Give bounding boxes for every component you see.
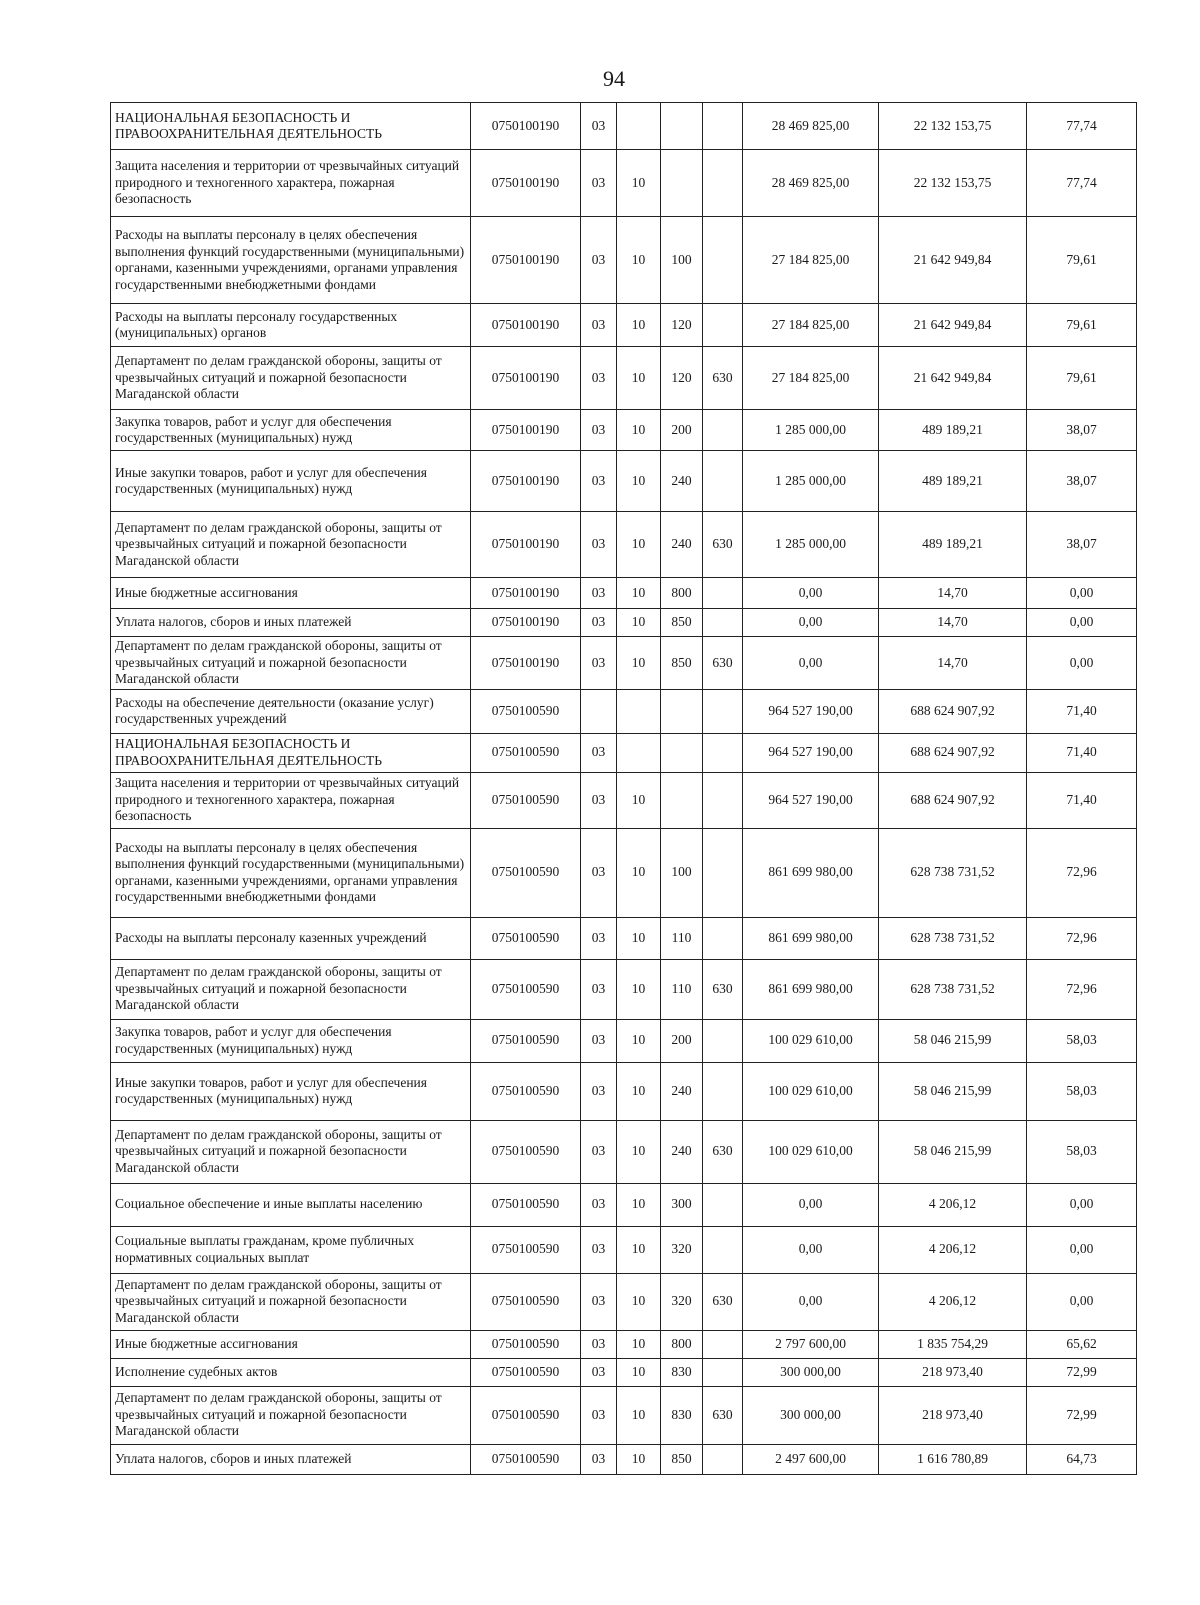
section-code: 03 [581,1444,617,1474]
expense-type-code: 110 [661,917,703,959]
row-name: Иные закупки товаров, работ и услуг для обеспечения государственных (муниципальных) нужд [111,1062,471,1120]
expense-type-code: 120 [661,304,703,347]
expense-type-code: 200 [661,410,703,451]
execution-percent: 58,03 [1027,1019,1137,1062]
actual-amount: 14,70 [879,637,1027,690]
table-row [111,1444,1137,1474]
administrator-code [703,689,743,733]
section-code: 03 [581,772,617,828]
planned-amount: 861 699 980,00 [743,917,879,959]
execution-percent: 72,96 [1027,959,1137,1019]
row-name: Иные бюджетные ассигнования [111,578,471,609]
administrator-code: 630 [703,1273,743,1330]
planned-amount: 861 699 980,00 [743,959,879,1019]
execution-percent: 58,03 [1027,1062,1137,1120]
actual-amount: 489 189,21 [879,410,1027,451]
target-article-code: 0750100590 [471,959,581,1019]
expense-type-code: 240 [661,1062,703,1120]
section-code: 03 [581,1273,617,1330]
subsection-code: 10 [617,1330,661,1358]
row-name: Расходы на выплаты персоналу казенных учреждений [111,917,471,959]
administrator-code [703,451,743,512]
target-article-code: 0750100590 [471,1358,581,1386]
row-name: Расходы на выплаты персоналу в целях обеспечения выполнения функций государственными (муниципальными) органами, казенными учреждениями, органами управления государственными внебюджетными фондами [111,828,471,917]
administrator-code [703,1019,743,1062]
target-article-code: 0750100190 [471,410,581,451]
planned-amount: 27 184 825,00 [743,304,879,347]
table-body [111,103,1137,1475]
subsection-code: 10 [617,1386,661,1444]
row-name: Защита населения и территории от чрезвычайных ситуаций природного и техногенного характера, пожарная безопасность [111,150,471,217]
subsection-code: 10 [617,1062,661,1120]
table-row [111,410,1137,451]
section-code: 03 [581,1183,617,1226]
expense-type-code: 320 [661,1226,703,1273]
actual-amount: 688 624 907,92 [879,772,1027,828]
subsection-code [617,733,661,772]
expense-type-code [661,689,703,733]
target-article-code: 0750100590 [471,1120,581,1183]
actual-amount: 4 206,12 [879,1183,1027,1226]
execution-percent: 79,61 [1027,347,1137,410]
table-row [111,917,1137,959]
actual-amount: 22 132 153,75 [879,150,1027,217]
section-code: 03 [581,1019,617,1062]
administrator-code [703,917,743,959]
subsection-code: 10 [617,217,661,304]
subsection-code: 10 [617,1444,661,1474]
planned-amount: 28 469 825,00 [743,103,879,150]
subsection-code: 10 [617,772,661,828]
planned-amount: 100 029 610,00 [743,1120,879,1183]
administrator-code [703,1226,743,1273]
section-code: 03 [581,637,617,690]
administrator-code [703,733,743,772]
subsection-code: 10 [617,304,661,347]
actual-amount: 14,70 [879,578,1027,609]
target-article-code: 0750100190 [471,347,581,410]
execution-percent: 77,74 [1027,103,1137,150]
row-name: Департамент по делам гражданской обороны, защиты от чрезвычайных ситуаций и пожарной безопасности Магаданской области [111,637,471,690]
subsection-code: 10 [617,1226,661,1273]
expense-type-code: 320 [661,1273,703,1330]
planned-amount: 2 797 600,00 [743,1330,879,1358]
administrator-code: 630 [703,1386,743,1444]
table-row [111,1358,1137,1386]
section-code: 03 [581,103,617,150]
actual-amount: 1 835 754,29 [879,1330,1027,1358]
execution-percent: 71,40 [1027,772,1137,828]
subsection-code [617,103,661,150]
target-article-code: 0750100590 [471,917,581,959]
target-article-code: 0750100190 [471,103,581,150]
expense-type-code [661,733,703,772]
expense-type-code: 300 [661,1183,703,1226]
section-code: 03 [581,217,617,304]
actual-amount: 21 642 949,84 [879,304,1027,347]
execution-percent: 79,61 [1027,304,1137,347]
expense-type-code [661,103,703,150]
row-name: Департамент по делам гражданской обороны, защиты от чрезвычайных ситуаций и пожарной безопасности Магаданской области [111,512,471,578]
row-name: Уплата налогов, сборов и иных платежей [111,1444,471,1474]
target-article-code: 0750100590 [471,1226,581,1273]
table-row [111,103,1137,150]
subsection-code: 10 [617,1019,661,1062]
table-row [111,1019,1137,1062]
table-row [111,578,1137,609]
expense-type-code: 850 [661,609,703,637]
table-row [111,733,1137,772]
table-row [111,828,1137,917]
actual-amount: 489 189,21 [879,512,1027,578]
execution-percent: 58,03 [1027,1120,1137,1183]
target-article-code: 0750100190 [471,451,581,512]
expense-type-code: 830 [661,1358,703,1386]
planned-amount: 0,00 [743,1226,879,1273]
target-article-code: 0750100590 [471,1273,581,1330]
row-name: Социальные выплаты гражданам, кроме публичных нормативных социальных выплат [111,1226,471,1273]
actual-amount: 22 132 153,75 [879,103,1027,150]
table-row [111,347,1137,410]
administrator-code [703,1330,743,1358]
expense-type-code [661,150,703,217]
subsection-code: 10 [617,451,661,512]
subsection-code: 10 [617,347,661,410]
row-name: Департамент по делам гражданской обороны, защиты от чрезвычайных ситуаций и пожарной безопасности Магаданской области [111,347,471,410]
subsection-code: 10 [617,637,661,690]
row-name: Департамент по делам гражданской обороны, защиты от чрезвычайных ситуаций и пожарной безопасности Магаданской области [111,1273,471,1330]
planned-amount: 100 029 610,00 [743,1019,879,1062]
administrator-code [703,304,743,347]
actual-amount: 4 206,12 [879,1273,1027,1330]
section-code: 03 [581,828,617,917]
administrator-code [703,103,743,150]
section-code [581,689,617,733]
row-name: Исполнение судебных актов [111,1358,471,1386]
table-row [111,1226,1137,1273]
target-article-code: 0750100590 [471,689,581,733]
expense-type-code: 850 [661,637,703,690]
section-code: 03 [581,1062,617,1120]
actual-amount: 218 973,40 [879,1386,1027,1444]
actual-amount: 21 642 949,84 [879,217,1027,304]
expense-type-code: 200 [661,1019,703,1062]
row-name: Департамент по делам гражданской обороны, защиты от чрезвычайных ситуаций и пожарной безопасности Магаданской области [111,1386,471,1444]
actual-amount: 628 738 731,52 [879,828,1027,917]
planned-amount: 28 469 825,00 [743,150,879,217]
section-code: 03 [581,451,617,512]
execution-percent: 79,61 [1027,217,1137,304]
execution-percent: 38,07 [1027,451,1137,512]
execution-percent: 72,96 [1027,917,1137,959]
section-code: 03 [581,733,617,772]
actual-amount: 688 624 907,92 [879,689,1027,733]
target-article-code: 0750100190 [471,150,581,217]
planned-amount: 27 184 825,00 [743,217,879,304]
expense-type-code: 830 [661,1386,703,1444]
table-row [111,689,1137,733]
execution-percent: 71,40 [1027,733,1137,772]
planned-amount: 100 029 610,00 [743,1062,879,1120]
table-row [111,217,1137,304]
table-row [111,451,1137,512]
section-code: 03 [581,1120,617,1183]
administrator-code: 630 [703,1120,743,1183]
administrator-code [703,1358,743,1386]
planned-amount: 964 527 190,00 [743,772,879,828]
target-article-code: 0750100590 [471,1062,581,1120]
target-article-code: 0750100190 [471,637,581,690]
planned-amount: 300 000,00 [743,1358,879,1386]
planned-amount: 964 527 190,00 [743,689,879,733]
expense-type-code: 120 [661,347,703,410]
section-code: 03 [581,578,617,609]
actual-amount: 628 738 731,52 [879,959,1027,1019]
section-code: 03 [581,1330,617,1358]
administrator-code: 630 [703,959,743,1019]
target-article-code: 0750100190 [471,512,581,578]
planned-amount: 2 497 600,00 [743,1444,879,1474]
row-name: НАЦИОНАЛЬНАЯ БЕЗОПАСНОСТЬ И ПРАВООХРАНИТЕЛЬНАЯ ДЕЯТЕЛЬНОСТЬ [111,103,471,150]
expense-type-code: 100 [661,828,703,917]
row-name: Уплата налогов, сборов и иных платежей [111,609,471,637]
table-row [111,1183,1137,1226]
table-row [111,1273,1137,1330]
subsection-code: 10 [617,150,661,217]
administrator-code [703,1444,743,1474]
table-row [111,772,1137,828]
table-row [111,637,1137,690]
row-name: НАЦИОНАЛЬНАЯ БЕЗОПАСНОСТЬ И ПРАВООХРАНИТЕЛЬНАЯ ДЕЯТЕЛЬНОСТЬ [111,733,471,772]
actual-amount: 1 616 780,89 [879,1444,1027,1474]
planned-amount: 0,00 [743,578,879,609]
execution-percent: 65,62 [1027,1330,1137,1358]
target-article-code: 0750100590 [471,1019,581,1062]
administrator-code [703,150,743,217]
row-name: Расходы на выплаты персоналу государственных (муниципальных) органов [111,304,471,347]
table-row [111,609,1137,637]
target-article-code: 0750100190 [471,304,581,347]
row-name: Расходы на выплаты персоналу в целях обеспечения выполнения функций государственными (муниципальными) органами, казенными учреждениями, органами управления государственными внебюджетными фондами [111,217,471,304]
execution-percent: 0,00 [1027,1183,1137,1226]
target-article-code: 0750100590 [471,1330,581,1358]
execution-percent: 71,40 [1027,689,1137,733]
row-name: Иные закупки товаров, работ и услуг для обеспечения государственных (муниципальных) нужд [111,451,471,512]
expense-type-code: 110 [661,959,703,1019]
execution-percent: 72,99 [1027,1386,1137,1444]
section-code: 03 [581,410,617,451]
section-code: 03 [581,1358,617,1386]
actual-amount: 58 046 215,99 [879,1120,1027,1183]
planned-amount: 861 699 980,00 [743,828,879,917]
section-code: 03 [581,150,617,217]
target-article-code: 0750100190 [471,609,581,637]
row-name: Закупка товаров, работ и услуг для обеспечения государственных (муниципальных) нужд [111,410,471,451]
execution-percent: 0,00 [1027,1226,1137,1273]
page-number: 94 [603,66,625,91]
administrator-code: 630 [703,512,743,578]
execution-percent: 38,07 [1027,512,1137,578]
row-name: Иные бюджетные ассигнования [111,1330,471,1358]
row-name: Департамент по делам гражданской обороны, защиты от чрезвычайных ситуаций и пожарной безопасности Магаданской области [111,959,471,1019]
expense-type-code: 800 [661,578,703,609]
actual-amount: 21 642 949,84 [879,347,1027,410]
administrator-code: 630 [703,637,743,690]
expense-type-code: 850 [661,1444,703,1474]
actual-amount: 14,70 [879,609,1027,637]
execution-percent: 72,96 [1027,828,1137,917]
administrator-code [703,410,743,451]
section-code: 03 [581,512,617,578]
subsection-code: 10 [617,959,661,1019]
planned-amount: 0,00 [743,637,879,690]
subsection-code: 10 [617,917,661,959]
target-article-code: 0750100590 [471,733,581,772]
table-row [111,1386,1137,1444]
target-article-code: 0750100590 [471,772,581,828]
subsection-code: 10 [617,609,661,637]
planned-amount: 300 000,00 [743,1386,879,1444]
administrator-code [703,1062,743,1120]
actual-amount: 58 046 215,99 [879,1062,1027,1120]
execution-percent: 77,74 [1027,150,1137,217]
actual-amount: 688 624 907,92 [879,733,1027,772]
administrator-code [703,609,743,637]
expense-type-code: 240 [661,1120,703,1183]
administrator-code: 630 [703,347,743,410]
row-name: Социальное обеспечение и иные выплаты населению [111,1183,471,1226]
planned-amount: 1 285 000,00 [743,410,879,451]
administrator-code [703,1183,743,1226]
planned-amount: 27 184 825,00 [743,347,879,410]
actual-amount: 489 189,21 [879,451,1027,512]
target-article-code: 0750100190 [471,578,581,609]
budget-table [110,102,1137,1475]
execution-percent: 0,00 [1027,1273,1137,1330]
table-row [111,512,1137,578]
subsection-code: 10 [617,1120,661,1183]
execution-percent: 0,00 [1027,637,1137,690]
subsection-code: 10 [617,1273,661,1330]
administrator-code [703,217,743,304]
target-article-code: 0750100190 [471,217,581,304]
administrator-code [703,828,743,917]
subsection-code: 10 [617,410,661,451]
subsection-code: 10 [617,1183,661,1226]
execution-percent: 38,07 [1027,410,1137,451]
section-code: 03 [581,917,617,959]
planned-amount: 0,00 [743,1273,879,1330]
section-code: 03 [581,1226,617,1273]
planned-amount: 964 527 190,00 [743,733,879,772]
subsection-code: 10 [617,578,661,609]
table-row [111,959,1137,1019]
execution-percent: 72,99 [1027,1358,1137,1386]
administrator-code [703,772,743,828]
table-row [111,1062,1137,1120]
execution-percent: 64,73 [1027,1444,1137,1474]
target-article-code: 0750100590 [471,1183,581,1226]
planned-amount: 1 285 000,00 [743,451,879,512]
row-name: Расходы на обеспечение деятельности (оказание услуг) государственных учреждений [111,689,471,733]
actual-amount: 4 206,12 [879,1226,1027,1273]
row-name: Защита населения и территории от чрезвычайных ситуаций природного и техногенного характера, пожарная безопасность [111,772,471,828]
subsection-code: 10 [617,1358,661,1386]
table-row [111,304,1137,347]
planned-amount: 0,00 [743,1183,879,1226]
target-article-code: 0750100590 [471,1444,581,1474]
target-article-code: 0750100590 [471,1386,581,1444]
target-article-code: 0750100590 [471,828,581,917]
section-code: 03 [581,304,617,347]
expense-type-code: 800 [661,1330,703,1358]
row-name: Закупка товаров, работ и услуг для обеспечения государственных (муниципальных) нужд [111,1019,471,1062]
subsection-code [617,689,661,733]
execution-percent: 0,00 [1027,609,1137,637]
section-code: 03 [581,609,617,637]
execution-percent: 0,00 [1027,578,1137,609]
expense-type-code: 240 [661,512,703,578]
table-row [111,1330,1137,1358]
actual-amount: 218 973,40 [879,1358,1027,1386]
row-name: Департамент по делам гражданской обороны, защиты от чрезвычайных ситуаций и пожарной безопасности Магаданской области [111,1120,471,1183]
expense-type-code: 100 [661,217,703,304]
section-code: 03 [581,959,617,1019]
administrator-code [703,578,743,609]
actual-amount: 58 046 215,99 [879,1019,1027,1062]
subsection-code: 10 [617,828,661,917]
expense-type-code: 240 [661,451,703,512]
table-row [111,1120,1137,1183]
planned-amount: 1 285 000,00 [743,512,879,578]
section-code: 03 [581,1386,617,1444]
actual-amount: 628 738 731,52 [879,917,1027,959]
expense-type-code [661,772,703,828]
subsection-code: 10 [617,512,661,578]
section-code: 03 [581,347,617,410]
table-row [111,150,1137,217]
planned-amount: 0,00 [743,609,879,637]
